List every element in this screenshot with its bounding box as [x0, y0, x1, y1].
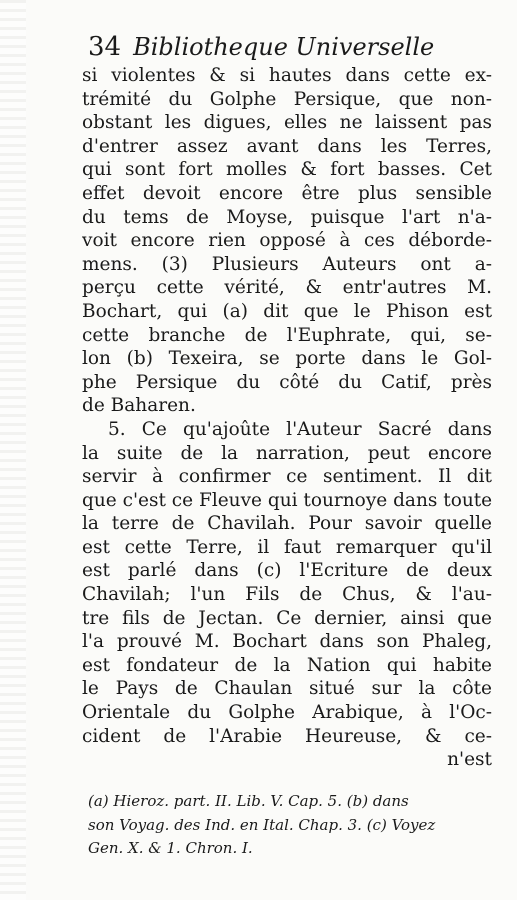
text-line: cident de l'Arabie Heureuse, & ce- [82, 725, 492, 747]
text-line: Chavilah; l'un Fils de Chus, & l'au- [82, 584, 492, 606]
text-line: du tems de Moyse, puisque l'art n'a- [82, 206, 492, 228]
footnote-line: Gen. X. & 1. Chron. I. [88, 839, 253, 858]
text-line: Bochart, qui (a) dit que le Phison est [82, 300, 492, 322]
text-line: trémité du Golphe Persique, que non- [82, 88, 492, 110]
text-line: 5. Ce qu'ajoûte l'Auteur Sacré dans [108, 418, 492, 440]
text-line: Orientale du Golphe Arabique, à l'Oc- [82, 702, 492, 724]
text-line: est cette Terre, il faut remarquer qu'il [82, 536, 492, 558]
page-header [88, 32, 488, 68]
text-line: qui sont fort molles & fort basses. Cet [82, 159, 492, 181]
text-line: tre fils de Jectan. Ce dernier, ainsi que [82, 607, 492, 629]
text-line: d'entrer assez avant dans les Terres, [82, 135, 492, 157]
footnotes [88, 790, 488, 861]
text-line: cette branche de l'Euphrate, qui, se- [82, 324, 492, 346]
text-line: est parlé dans (c) l'Ecriture de deux [82, 560, 492, 582]
text-line: lon (b) Texeira, se porte dans le Gol- [82, 348, 492, 370]
text-line: de Baharen. [82, 395, 196, 417]
text-line: l'a prouvé M. Bochart dans son Phaleg, [82, 631, 492, 653]
text-line: que c'est ce Fleuve qui tournoye dans toute [82, 489, 492, 511]
text-line: le Pays de Chaulan situé sur la côte [82, 678, 492, 700]
body-text [82, 64, 492, 772]
page-number: 34 [88, 32, 122, 62]
text-line: la suite de la narration, peut encore [82, 442, 492, 464]
text-line: est fondateur de la Nation qui habite [82, 654, 492, 676]
text-line: mens. (3) Plusieurs Auteurs ont a- [82, 253, 492, 275]
text-line: voit encore rien opposé à ces déborde- [82, 230, 492, 252]
page-gutter [0, 0, 26, 900]
text-line: servir à confirmer ce sentiment. Il dit [82, 466, 492, 488]
text-line: la terre de Chavilah. Pour savoir quelle [82, 513, 492, 535]
text-line: si violentes & si hautes dans cette ex- [82, 65, 492, 86]
text-line: effet devoit encore être plus sensible [82, 182, 492, 204]
text-line: phe Persique du côté du Catif, près [82, 371, 492, 393]
text-line: perçu cette vérité, & entr'autres M. [82, 277, 492, 299]
running-title: Bibliotheque Universelle [133, 33, 435, 61]
footnote-line: (a) Hieroz. part. II. Lib. V. Cap. 5. (b) dans [88, 792, 409, 810]
text-line: obstant les digues, elles ne laissent pas [82, 112, 492, 134]
footnote-line: son Voyag. des Ind. en Ital. Chap. 3. (c) Voyez [88, 815, 436, 834]
catchword: n'est [447, 749, 492, 771]
